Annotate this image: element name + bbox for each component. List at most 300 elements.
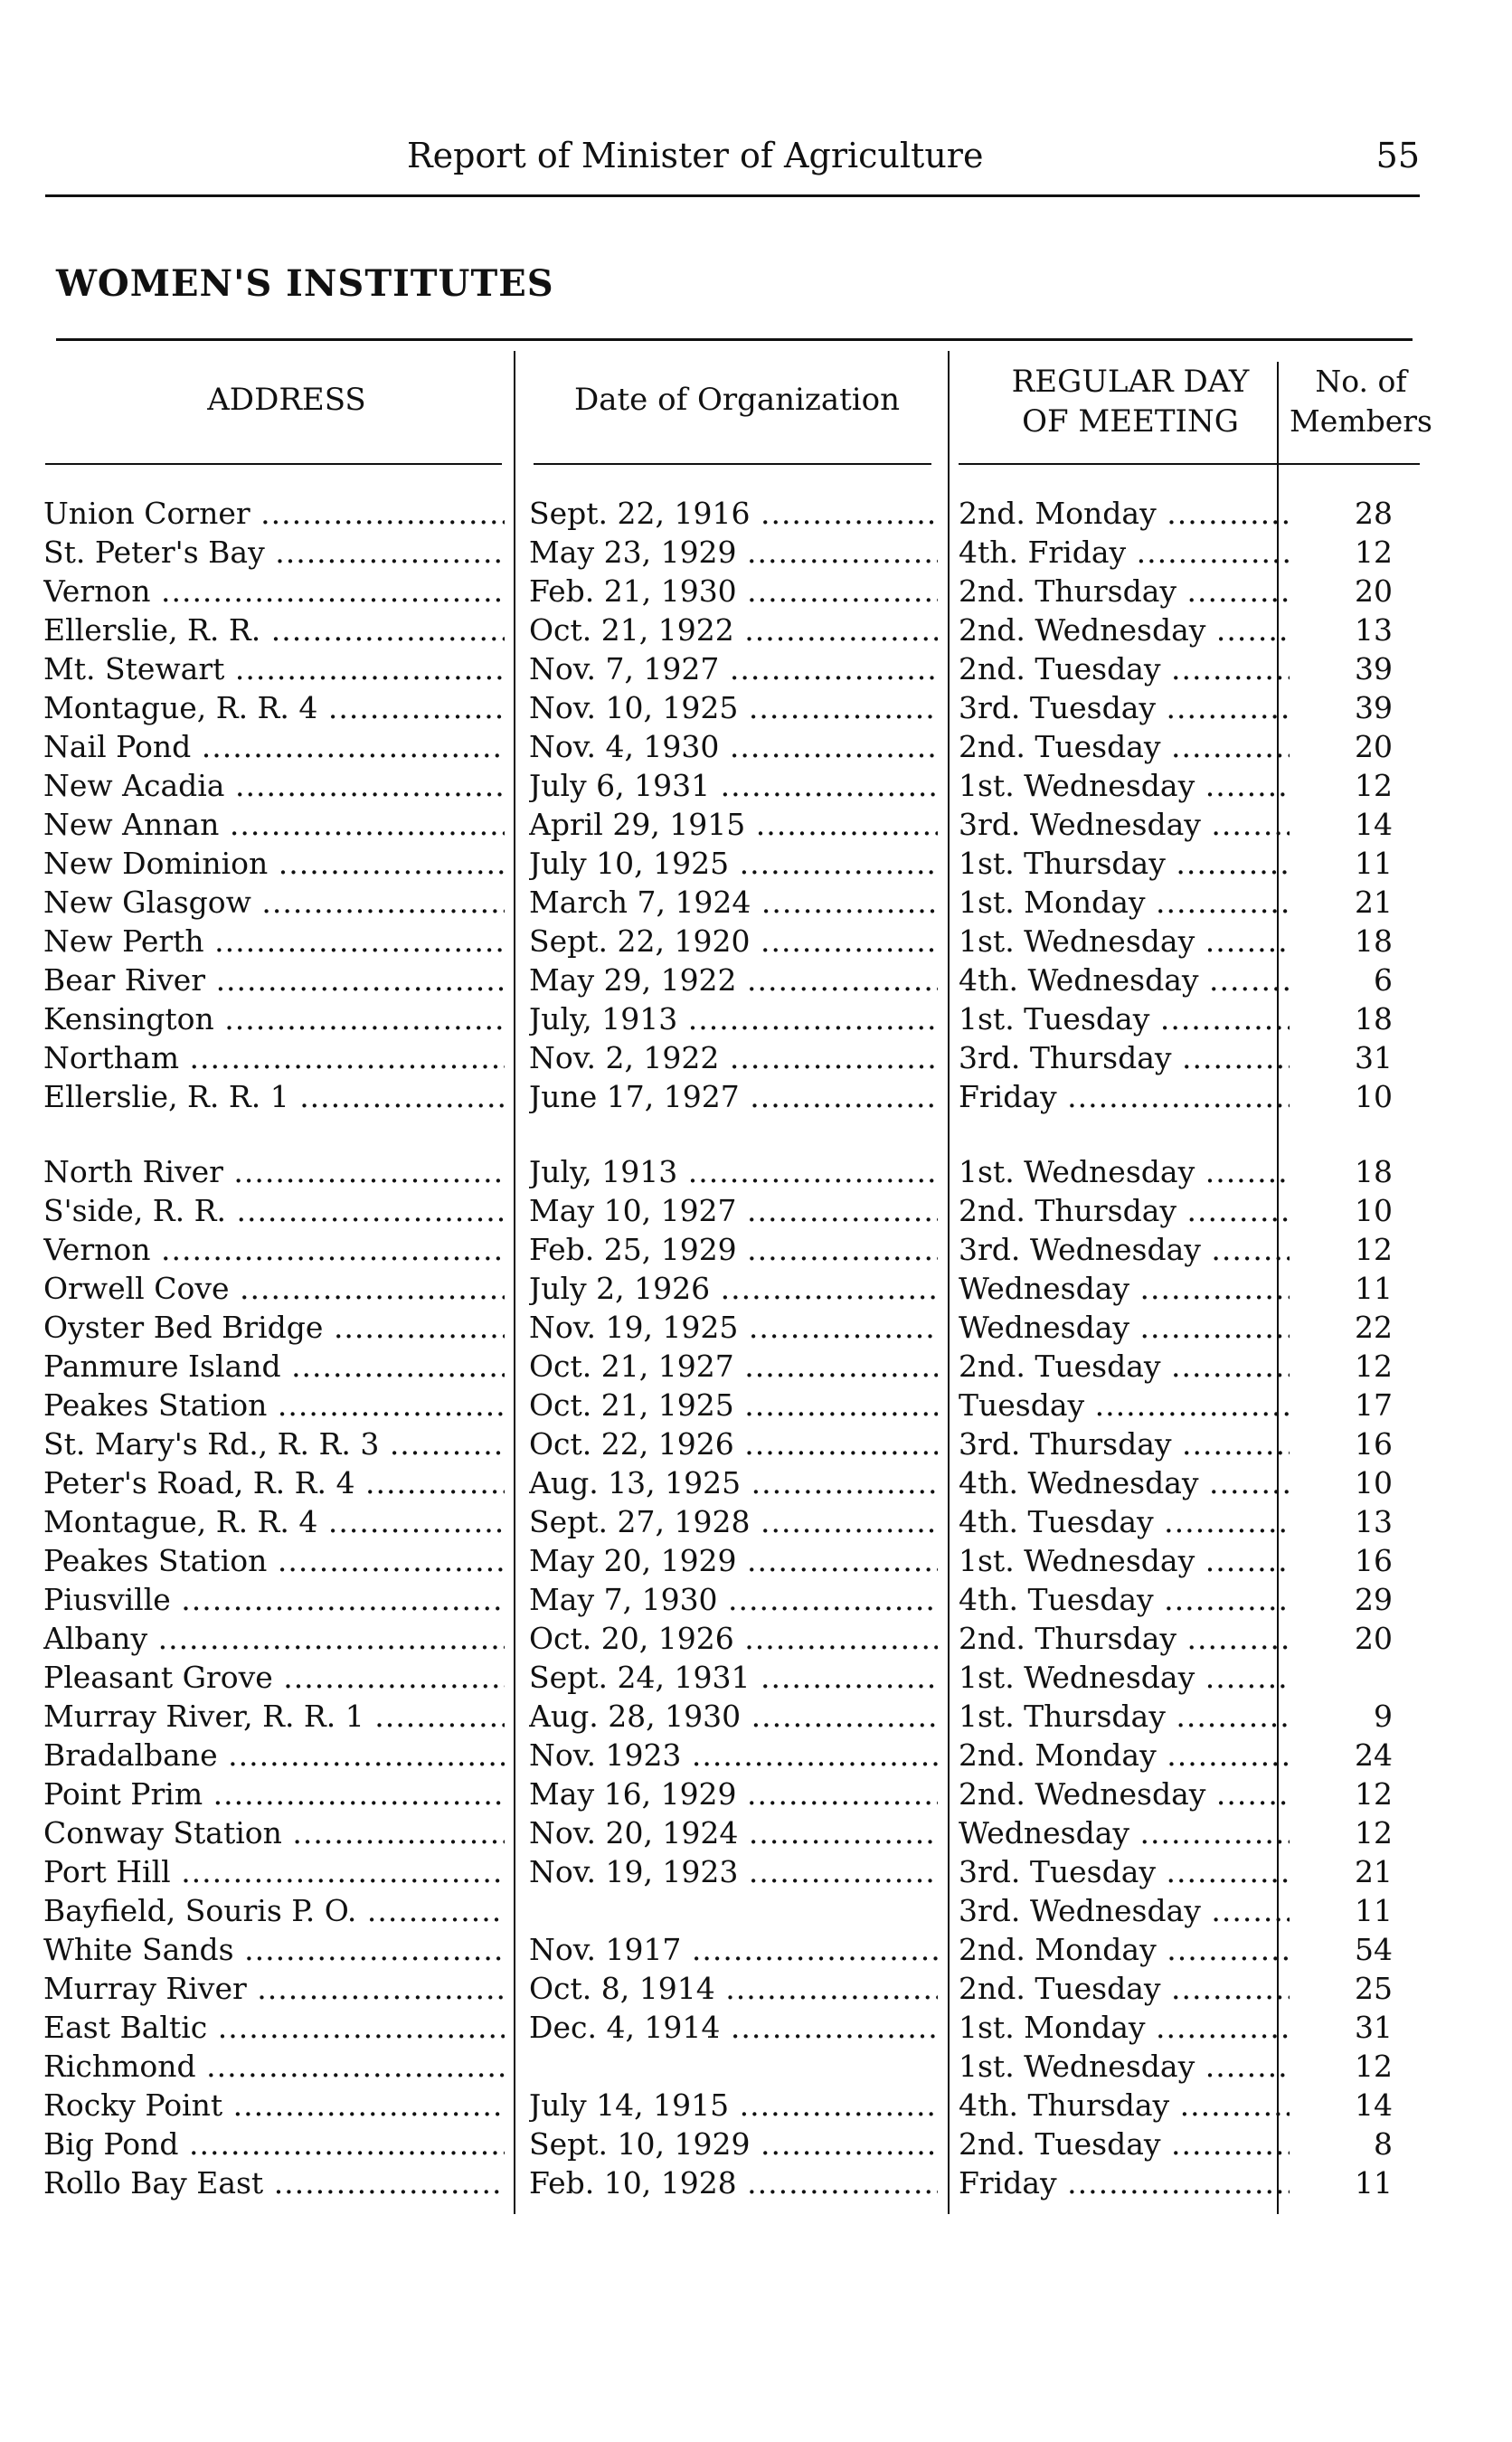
members-cell-text: 54 xyxy=(1355,1932,1393,1967)
dot-leader xyxy=(677,1154,938,1189)
date-cell xyxy=(529,1969,938,2009)
meeting-day-cell xyxy=(959,2008,1290,2048)
dot-leader xyxy=(171,1854,505,1889)
date-cell-text: Aug. 28, 1930 xyxy=(529,1699,742,1734)
members-cell-text: 11 xyxy=(1355,1271,1393,1306)
dot-leader xyxy=(1195,1543,1290,1578)
meeting-day-cell xyxy=(959,1580,1290,1620)
members-cell xyxy=(1293,2008,1393,2048)
date-cell xyxy=(529,922,938,961)
meeting-day-cell-text: 1st. Wednesday xyxy=(959,2049,1195,2084)
meeting-day-cell-text: 3rd. Wednesday xyxy=(959,807,1201,842)
dot-leader xyxy=(191,729,505,764)
dot-leader xyxy=(1057,1079,1290,1114)
members-cell-text: 13 xyxy=(1355,612,1393,648)
dot-leader xyxy=(150,573,505,609)
meeting-day-cell-text: 4th. Friday xyxy=(959,535,1127,570)
column-divider-1 xyxy=(514,351,515,2214)
members-cell xyxy=(1293,1930,1393,1970)
address-cell-text: Peter's Road, R. R. 4 xyxy=(43,1465,355,1500)
address-cell-text: Rollo Bay East xyxy=(43,2165,264,2201)
date-cell-text: Sept. 22, 1920 xyxy=(529,923,751,959)
date-cell xyxy=(529,1813,938,1853)
date-cell xyxy=(529,1347,938,1387)
members-cell-text: 12 xyxy=(1355,535,1393,570)
dot-leader xyxy=(207,2010,505,2045)
meeting-day-cell-text: 1st. Wednesday xyxy=(959,1660,1195,1695)
meeting-day-cell xyxy=(959,2163,1290,2203)
members-cell xyxy=(1293,1736,1393,1775)
meeting-day-cell xyxy=(959,1541,1290,1581)
date-cell xyxy=(529,766,938,806)
members-cell-text: 8 xyxy=(1374,2126,1393,2162)
address-cell-text: New Perth xyxy=(43,923,204,959)
dot-leader xyxy=(282,1815,505,1850)
date-cell xyxy=(529,1619,938,1659)
address-cell xyxy=(43,1930,505,1970)
meeting-day-cell xyxy=(959,1502,1290,1542)
dot-leader xyxy=(223,1154,505,1189)
meeting-day-cell-text: 3rd. Wednesday xyxy=(959,1893,1201,1928)
dot-leader xyxy=(281,1349,505,1384)
dot-leader xyxy=(354,1465,505,1500)
address-cell-text: Kensington xyxy=(43,1001,214,1036)
members-cell-text: 9 xyxy=(1374,1699,1393,1734)
date-cell-text: July 2, 1926 xyxy=(529,1271,711,1306)
dot-leader xyxy=(260,612,505,648)
dot-leader xyxy=(204,923,505,959)
members-cell xyxy=(1293,1038,1393,1078)
address-cell-text: Northam xyxy=(43,1040,179,1075)
dot-leader xyxy=(1169,2087,1290,2123)
members-cell xyxy=(1293,2047,1393,2087)
dot-leader xyxy=(734,1349,938,1384)
column-header-date: Date of Organization xyxy=(573,382,900,418)
meeting-day-cell xyxy=(959,494,1290,534)
date-cell-text: May 10, 1927 xyxy=(529,1193,737,1228)
members-cell-text: 12 xyxy=(1355,2049,1393,2084)
members-cell-text: 21 xyxy=(1355,1854,1393,1889)
members-cell-text: 16 xyxy=(1355,1543,1393,1578)
address-cell xyxy=(43,766,505,806)
address-cell-text: Peakes Station xyxy=(43,1543,268,1578)
dot-leader xyxy=(741,1699,938,1734)
dot-leader xyxy=(737,1232,938,1267)
dot-leader xyxy=(729,846,938,881)
dot-leader xyxy=(317,1504,505,1539)
members-cell-text: 22 xyxy=(1355,1310,1393,1345)
date-cell-text: Nov. 1917 xyxy=(529,1932,682,1967)
meeting-day-cell xyxy=(959,649,1290,689)
dot-leader xyxy=(317,690,505,725)
address-cell-text: New Glasgow xyxy=(43,885,251,920)
meeting-day-cell-text: 3rd. Tuesday xyxy=(959,690,1157,725)
date-cell-text: Feb. 21, 1930 xyxy=(529,573,737,609)
members-header-line1: No. of xyxy=(1315,364,1407,399)
members-cell-text: 14 xyxy=(1355,2087,1393,2123)
address-cell xyxy=(43,1424,505,1464)
members-cell-text: 20 xyxy=(1355,1621,1393,1656)
meeting-day-cell xyxy=(959,844,1290,884)
meeting-day-cell-text: 1st. Monday xyxy=(959,885,1146,920)
dot-leader xyxy=(224,768,505,803)
dot-leader xyxy=(1157,1737,1290,1773)
dot-leader xyxy=(719,651,938,686)
date-cell-text: Sept. 22, 1916 xyxy=(529,496,751,531)
members-cell xyxy=(1293,1386,1393,1425)
dot-leader xyxy=(1149,1001,1290,1036)
members-cell-text: 12 xyxy=(1355,1815,1393,1850)
members-cell xyxy=(1293,1191,1393,1231)
address-cell xyxy=(43,533,505,573)
address-cell-text: Panmure Island xyxy=(43,1349,281,1384)
address-cell xyxy=(43,1502,505,1542)
date-cell xyxy=(529,1077,938,1117)
dot-leader xyxy=(250,496,505,531)
members-cell-text: 11 xyxy=(1355,2165,1393,2201)
dot-leader xyxy=(1205,1776,1290,1812)
address-cell xyxy=(43,1152,505,1192)
meeting-day-cell xyxy=(959,2125,1290,2164)
meeting-day-cell xyxy=(959,999,1290,1039)
members-cell-text: 28 xyxy=(1355,496,1393,531)
dot-leader xyxy=(234,1932,505,1967)
date-cell xyxy=(529,494,938,534)
address-cell xyxy=(43,494,505,534)
date-cell xyxy=(529,883,938,923)
dot-leader xyxy=(247,1971,505,2006)
meeting-day-cell-text: 2nd. Monday xyxy=(959,1737,1157,1773)
meeting-day-cell xyxy=(959,1463,1290,1503)
date-cell xyxy=(529,961,938,1000)
date-cell-text: July, 1913 xyxy=(529,1154,678,1189)
date-cell-text: May 7, 1930 xyxy=(529,1582,718,1617)
address-cell xyxy=(43,1891,505,1931)
date-cell xyxy=(529,1852,938,1892)
dot-leader xyxy=(1157,1932,1290,1967)
dot-leader xyxy=(729,2087,938,2123)
members-cell-text: 18 xyxy=(1355,1001,1393,1036)
members-cell-text: 10 xyxy=(1355,1079,1393,1114)
address-cell xyxy=(43,1852,505,1892)
dot-leader xyxy=(1195,923,1290,959)
address-cell xyxy=(43,727,505,767)
members-cell-text: 18 xyxy=(1355,923,1393,959)
address-cell-text: Rocky Point xyxy=(43,2087,223,2123)
members-cell xyxy=(1293,2125,1393,2164)
members-cell xyxy=(1293,2086,1393,2125)
address-cell-text: Ellerslie, R. R. xyxy=(43,612,261,648)
members-cell-text: 10 xyxy=(1355,1465,1393,1500)
date-cell xyxy=(529,1386,938,1425)
dot-leader xyxy=(1161,2126,1290,2162)
address-cell-text: Richmond xyxy=(43,2049,196,2084)
members-cell-text: 31 xyxy=(1355,1040,1393,1075)
dot-leader xyxy=(219,807,505,842)
members-cell xyxy=(1293,883,1393,923)
address-cell xyxy=(43,1230,505,1270)
meeting-day-cell xyxy=(959,883,1290,923)
meeting-day-cell-text: 4th. Thursday xyxy=(959,2087,1170,2123)
dot-leader xyxy=(218,1737,505,1773)
members-cell xyxy=(1293,1852,1393,1892)
date-cell xyxy=(529,1269,938,1309)
members-cell xyxy=(1293,1152,1393,1192)
dot-leader xyxy=(263,2165,505,2201)
meeting-day-cell-text: 2nd. Tuesday xyxy=(959,729,1161,764)
meeting-day-cell-text: 1st. Wednesday xyxy=(959,768,1195,803)
members-cell-text: 17 xyxy=(1355,1387,1393,1423)
date-cell-text: Oct. 21, 1927 xyxy=(529,1349,734,1384)
meeting-day-cell xyxy=(959,1736,1290,1775)
date-cell xyxy=(529,805,938,845)
members-cell xyxy=(1293,999,1393,1039)
members-cell-text: 39 xyxy=(1355,690,1393,725)
date-cell xyxy=(529,1424,938,1464)
address-cell xyxy=(43,1191,505,1231)
dot-leader xyxy=(681,1932,938,1967)
address-cell-text: Bear River xyxy=(43,962,206,998)
address-cell-text: Ellerslie, R. R. 1 xyxy=(43,1079,289,1114)
dot-leader xyxy=(1205,612,1290,648)
date-cell xyxy=(529,688,938,728)
date-cell-text: April 29, 1915 xyxy=(529,807,746,842)
meeting-day-cell xyxy=(959,1969,1290,2009)
dot-leader xyxy=(734,612,938,648)
dot-leader xyxy=(750,496,938,531)
members-cell xyxy=(1293,766,1393,806)
address-cell-text: Pleasant Grove xyxy=(43,1660,273,1695)
meeting-day-cell xyxy=(959,1077,1290,1117)
dot-leader xyxy=(719,1040,938,1075)
dot-leader xyxy=(267,1543,505,1578)
meeting-day-cell-text: Friday xyxy=(959,2165,1057,2201)
dot-leader xyxy=(289,1079,505,1114)
address-cell-text: White Sands xyxy=(43,1932,234,1967)
address-cell-text: Bayfield, Souris P. O. xyxy=(43,1893,357,1928)
address-cell xyxy=(43,844,505,884)
meeting-day-cell-text: Tuesday xyxy=(959,1387,1085,1423)
members-cell-text: 39 xyxy=(1355,651,1393,686)
dot-leader xyxy=(741,1465,938,1500)
date-cell-text: July 10, 1925 xyxy=(529,846,730,881)
address-cell xyxy=(43,1736,505,1775)
members-cell xyxy=(1293,1424,1393,1464)
date-cell xyxy=(529,844,938,884)
dot-leader xyxy=(1084,1387,1290,1423)
meeting-day-cell xyxy=(959,1813,1290,1853)
members-cell xyxy=(1293,1269,1393,1309)
dot-leader xyxy=(150,1232,505,1267)
meeting-day-cell xyxy=(959,766,1290,806)
dot-leader xyxy=(1154,1504,1290,1539)
date-cell-text: Nov. 20, 1924 xyxy=(529,1815,739,1850)
header-rule xyxy=(45,194,1420,197)
date-cell-text: Sept. 10, 1929 xyxy=(529,2126,751,2162)
date-cell xyxy=(529,1230,938,1270)
members-cell-text: 12 xyxy=(1355,1349,1393,1384)
meeting-day-cell xyxy=(959,1619,1290,1659)
dot-leader xyxy=(710,1271,938,1306)
dot-leader xyxy=(715,1971,938,2006)
dot-leader xyxy=(737,573,938,609)
dot-leader xyxy=(750,2126,938,2162)
address-cell-text: Point Prim xyxy=(43,1776,203,1812)
dot-leader xyxy=(251,885,505,920)
meeting-day-cell-text: Wednesday xyxy=(959,1271,1130,1306)
members-cell-text: 20 xyxy=(1355,729,1393,764)
dot-leader xyxy=(677,1001,938,1036)
date-cell-text: Aug. 13, 1925 xyxy=(529,1465,742,1500)
meeting-day-cell xyxy=(959,533,1290,573)
meeting-day-cell-text: Friday xyxy=(959,1079,1057,1114)
meeting-day-cell xyxy=(959,1697,1290,1737)
address-cell xyxy=(43,1541,505,1581)
address-cell xyxy=(43,2086,505,2125)
meeting-day-cell-text: 2nd. Monday xyxy=(959,1932,1157,1967)
meeting-day-cell xyxy=(959,572,1290,611)
dot-leader xyxy=(379,1426,505,1462)
dot-leader xyxy=(203,1776,505,1812)
address-cell xyxy=(43,999,505,1039)
date-cell xyxy=(529,1463,938,1503)
address-cell-text: Murray River, R. R. 1 xyxy=(43,1699,364,1734)
date-cell-text: June 17, 1927 xyxy=(529,1079,740,1114)
address-cell xyxy=(43,688,505,728)
meeting-day-cell xyxy=(959,1852,1290,1892)
address-cell-text: Mt. Stewart xyxy=(43,651,225,686)
dot-leader xyxy=(196,2049,505,2084)
address-cell xyxy=(43,1038,505,1078)
dot-leader xyxy=(737,962,938,998)
dot-leader xyxy=(205,962,505,998)
dot-leader xyxy=(364,1699,505,1734)
members-cell xyxy=(1293,1813,1393,1853)
dot-leader xyxy=(356,1893,505,1928)
dot-leader xyxy=(1199,1465,1290,1500)
date-cell xyxy=(529,999,938,1039)
address-header-underline xyxy=(45,463,502,465)
dot-leader xyxy=(1172,1426,1290,1462)
meeting-day-cell xyxy=(959,1308,1290,1348)
address-cell-text: Bradalbane xyxy=(43,1737,218,1773)
meeting-day-cell-text: 3rd. Thursday xyxy=(959,1040,1172,1075)
dot-leader xyxy=(1166,1699,1290,1734)
address-cell-text: Conway Station xyxy=(43,1815,282,1850)
dot-leader xyxy=(737,1776,938,1812)
dot-leader xyxy=(224,651,505,686)
date-cell-text: Feb. 10, 1928 xyxy=(529,2165,737,2201)
dot-leader xyxy=(1177,573,1290,609)
dot-leader xyxy=(214,1001,505,1036)
meeting-day-header-line2: OF MEETING xyxy=(1022,403,1239,440)
address-cell xyxy=(43,1386,505,1425)
dot-leader xyxy=(1195,768,1290,803)
date-cell-text: Nov. 1923 xyxy=(529,1737,682,1773)
members-cell xyxy=(1293,844,1393,884)
date-cell xyxy=(529,1038,938,1078)
dot-leader xyxy=(737,535,938,570)
meeting-day-cell-text: Wednesday xyxy=(959,1815,1130,1850)
date-cell xyxy=(529,1152,938,1192)
dot-leader xyxy=(1201,807,1290,842)
meeting-day-cell xyxy=(959,2047,1290,2087)
date-cell-text: Oct. 21, 1925 xyxy=(529,1387,734,1423)
meeting-day-cell-text: 3rd. Thursday xyxy=(959,1426,1172,1462)
dot-leader xyxy=(273,1660,505,1695)
address-cell-text: Nail Pond xyxy=(43,729,192,764)
date-cell-text: Nov. 10, 1925 xyxy=(529,690,739,725)
dot-leader xyxy=(681,1737,938,1773)
dot-leader xyxy=(147,1621,505,1656)
dot-leader xyxy=(1161,729,1290,764)
date-cell-text: Nov. 7, 1927 xyxy=(529,651,720,686)
date-cell-text: Oct. 20, 1926 xyxy=(529,1621,734,1656)
dot-leader xyxy=(323,1310,505,1345)
meeting-day-cell-text: 4th. Wednesday xyxy=(959,1465,1199,1500)
dot-leader xyxy=(1129,1310,1290,1345)
date-cell xyxy=(529,1736,938,1775)
date-cell-text: Nov. 4, 1930 xyxy=(529,729,720,764)
date-cell-text: Oct. 22, 1926 xyxy=(529,1426,734,1462)
address-cell-text: New Dominion xyxy=(43,846,269,881)
address-cell-text: Piusville xyxy=(43,1582,171,1617)
members-cell xyxy=(1293,1891,1393,1931)
meeting-day-cell xyxy=(959,1386,1290,1425)
date-cell xyxy=(529,1502,938,1542)
address-cell xyxy=(43,610,505,650)
address-cell-text: Peakes Station xyxy=(43,1387,268,1423)
address-cell-text: New Annan xyxy=(43,807,220,842)
address-cell xyxy=(43,649,505,689)
date-cell xyxy=(529,610,938,650)
dot-leader xyxy=(179,1040,505,1075)
address-cell-text: Vernon xyxy=(43,1232,151,1267)
members-cell-text: 11 xyxy=(1355,1893,1393,1928)
column-divider-2 xyxy=(948,351,950,2214)
address-cell-text: Vernon xyxy=(43,573,151,609)
date-cell-text: July 14, 1915 xyxy=(529,2087,730,2123)
meeting-day-cell xyxy=(959,1347,1290,1387)
address-cell xyxy=(43,2163,505,2203)
date-cell xyxy=(529,572,938,611)
meeting-day-cell-text: 2nd. Thursday xyxy=(959,573,1177,609)
members-cell xyxy=(1293,1697,1393,1737)
address-cell xyxy=(43,1969,505,2009)
date-cell-text: May 29, 1922 xyxy=(529,962,737,998)
date-cell-text: Dec. 4, 1914 xyxy=(529,2010,721,2045)
date-cell-text: Nov. 2, 1922 xyxy=(529,1040,720,1075)
date-cell-text: Nov. 19, 1923 xyxy=(529,1854,739,1889)
dot-leader xyxy=(751,885,938,920)
address-cell-text: S'side, R. R. xyxy=(43,1193,226,1228)
dot-leader xyxy=(267,1387,505,1423)
meeting-day-cell xyxy=(959,922,1290,961)
date-cell-text: March 7, 1924 xyxy=(529,885,751,920)
meeting-day-cell xyxy=(959,1424,1290,1464)
dot-leader xyxy=(1177,1621,1290,1656)
date-cell xyxy=(529,2125,938,2164)
dot-leader xyxy=(230,1271,506,1306)
meeting-day-cell-text: 2nd. Tuesday xyxy=(959,1349,1161,1384)
address-cell xyxy=(43,572,505,611)
members-cell-text: 10 xyxy=(1355,1193,1393,1228)
section-title: WOMEN'S INSTITUTES xyxy=(56,262,554,305)
members-cell-text: 6 xyxy=(1374,962,1393,998)
column-header-members xyxy=(1284,362,1438,441)
date-cell xyxy=(529,727,938,767)
members-cell xyxy=(1293,494,1393,534)
